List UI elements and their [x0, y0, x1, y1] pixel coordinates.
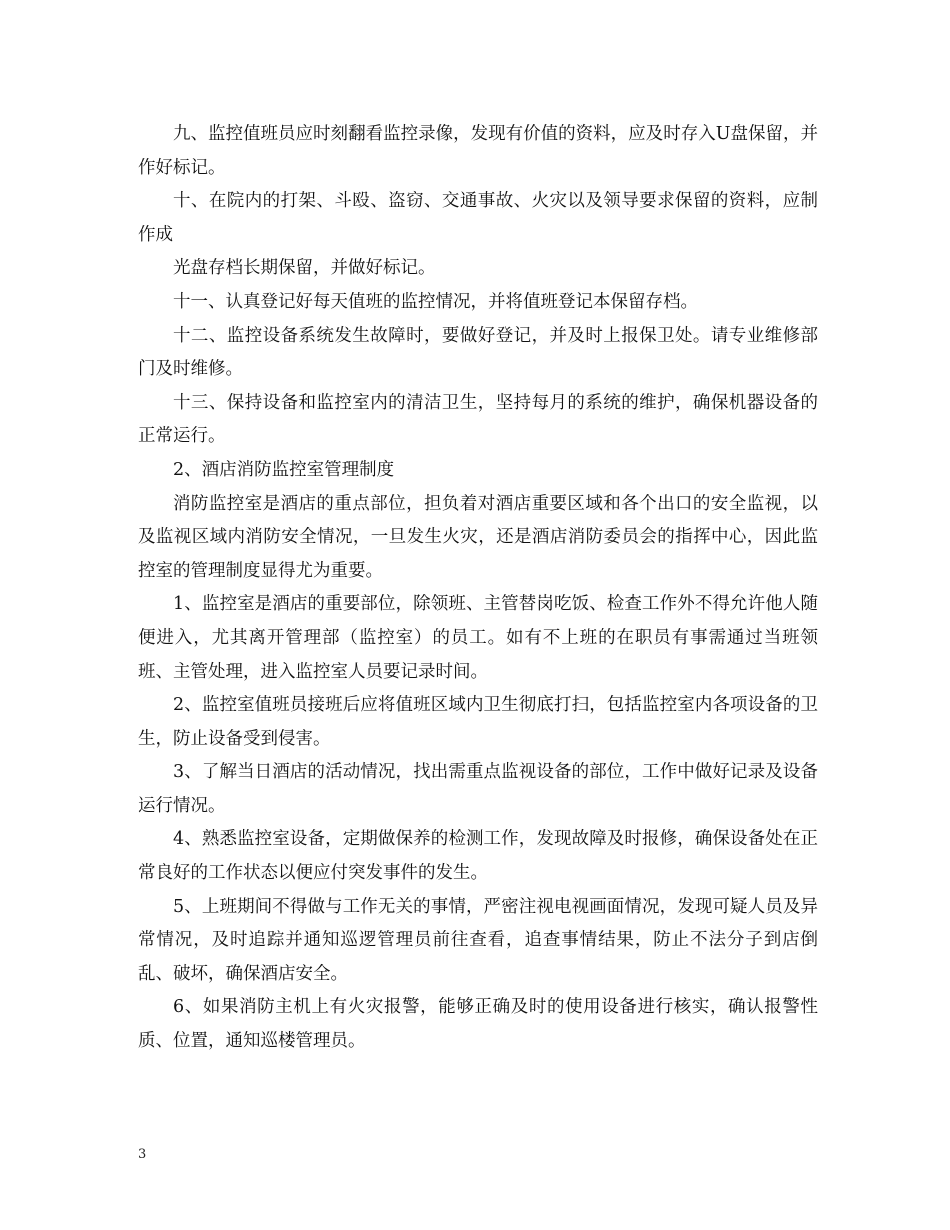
paragraph-item-10: 十、在院内的打架、斗殴、盗窃、交通事故、火灾以及领导要求保留的资料，应制作成 [138, 191, 818, 245]
page-number: 3 [138, 1147, 147, 1162]
rule-item-6: 6、如果消防主机上有火灾报警，能够正确及时的使用设备进行核实，确认报警性质、位置，通知巡楼管理员。 [138, 997, 818, 1052]
section-intro: 消防监控室是酒店的重点部位，担负着对酒店重要区域和各个出口的安全监视，以及监视区域内消防安全情况，一旦发生火灾，还是酒店消防委员会的指挥中心，因此监控室的管理制度显得尤为重要。 [138, 493, 818, 581]
paragraph-item-9: 九、监控值班员应时刻翻看监控录像，发现有价值的资料，应及时存入U盘保留，并作好标记。 [138, 124, 818, 178]
paragraph-item-10-continuation: 光盘存档长期保留，并做好标记。 [173, 258, 436, 279]
rule-item-5: 5、上班期间不得做与工作无关的事情，严密注视电视画面情况，发现可疑人员及异常情况，及时追踪并通知巡逻管理员前往查看，追查事情结果，防止不法分子到店倒乱、破坏，确保酒店安全。 [138, 896, 818, 984]
rule-item-2: 2、监控室值班员接班后应将值班区域内卫生彻底打扫，包括监控室内各项设备的卫生，防止设备受到侵害。 [138, 695, 818, 749]
document-body [138, 118, 818, 1059]
rule-item-3: 3、了解当日酒店的活动情况，找出需重点监视设备的部位，工作中做好记录及设备运行情况。 [138, 762, 818, 816]
paragraph-item-11: 十一、认真登记好每天值班的监控情况，并将值班登记本保留存档。 [173, 291, 698, 312]
rule-item-4: 4、熟悉监控室设备，定期做保养的检测工作，发现故障及时报修，确保设备处在正常良好的工作状态以便应付突发事件的发生。 [138, 829, 818, 884]
paragraph-item-13: 十三、保持设备和监控室内的清洁卫生，坚持每月的系统的维护，确保机器设备的正常运行。 [138, 392, 818, 447]
section-heading: 2、酒店消防监控室管理制度 [173, 459, 395, 480]
paragraph-item-12: 十二、监控设备系统发生故障时，要做好登记，并及时上报保卫处。请专业维修部门及时维修。 [138, 325, 818, 380]
rule-item-1: 1、监控室是酒店的重要部位，除领班、主管替岗吃饭、检查工作外不得允许他人随便进入，尤其离开管理部（监控室）的员工。如有不上班的在职员有事需通过当班领班、主管处理，进入监控室人员要记录时间。 [138, 594, 818, 682]
